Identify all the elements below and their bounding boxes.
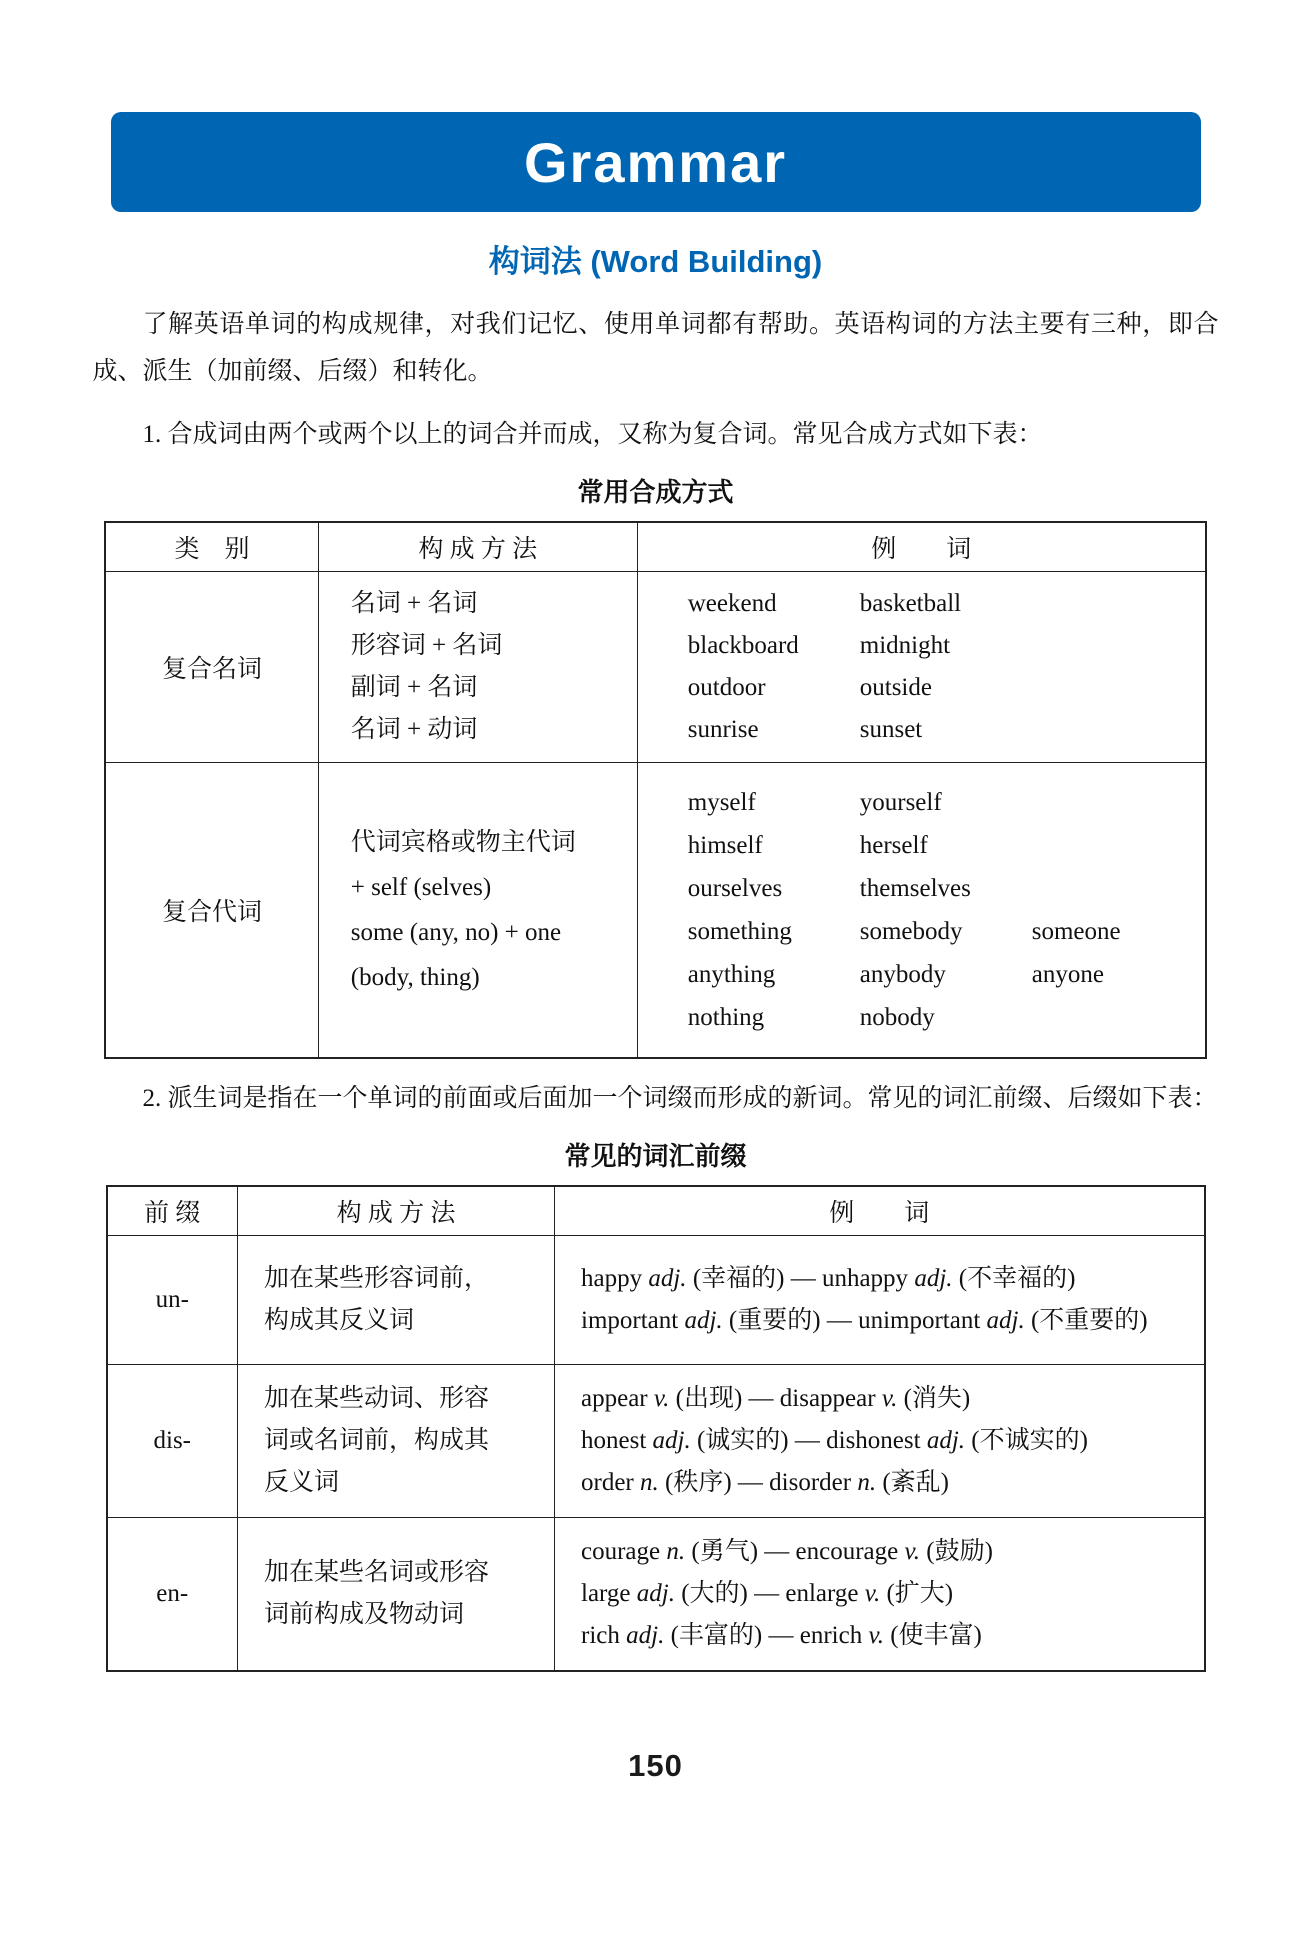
table1-header-category: 类 别 bbox=[105, 522, 318, 572]
method-line: 代词宾格或物主代词 bbox=[350, 829, 576, 856]
example-line bbox=[581, 1531, 1203, 1573]
part-of-speech-label: adj. bbox=[986, 1307, 1025, 1334]
part-of-speech-label: v. bbox=[881, 1385, 898, 1412]
example-text: order bbox=[581, 1469, 640, 1496]
table1-caption: 常用合成方式 bbox=[577, 477, 734, 507]
page-number: 150 bbox=[628, 1748, 683, 1783]
example-word: sunrise bbox=[687, 716, 759, 743]
intro-paragraph: 了解英语单词的构成规律，对我们记忆、使用单词都有帮助。英语构词的方法主要有三种，即合成、派生（加前缀、后缀）和转化。 bbox=[92, 311, 1219, 385]
part-of-speech-label: adj. bbox=[648, 1265, 687, 1292]
example-text: (不幸福的) bbox=[952, 1265, 1076, 1292]
example-text: (诚实的) — dishonest bbox=[690, 1427, 927, 1454]
part-of-speech-label: adj. bbox=[636, 1580, 675, 1607]
derivative-intro-paragraph: 2. 派生词是指在一个单词的前面或后面加一个词缀而形成的新词。常见的词汇前缀、后缀如下表： bbox=[142, 1085, 1218, 1112]
method-line: 词前构成及物动词 bbox=[264, 1601, 465, 1628]
example-text: (消失) bbox=[897, 1385, 971, 1412]
example-word: blackboard bbox=[687, 632, 799, 659]
example-word: yourself bbox=[859, 789, 942, 816]
example-text: (勇气) — encourage bbox=[685, 1538, 905, 1565]
method-line: 加在某些动词、形容 bbox=[264, 1385, 490, 1412]
part-of-speech-label: adj. bbox=[626, 1622, 665, 1649]
example-line bbox=[581, 1300, 1203, 1342]
method-line: 加在某些形容词前， bbox=[264, 1265, 490, 1292]
example-text: (幸福的) — unhappy bbox=[686, 1265, 915, 1292]
example-text: happy bbox=[581, 1265, 649, 1292]
part-of-speech-label: v. bbox=[868, 1622, 884, 1649]
table-row bbox=[107, 1518, 1205, 1672]
example-line bbox=[688, 583, 1204, 625]
example-text: (大的) — enlarge bbox=[674, 1580, 865, 1607]
example-line bbox=[581, 1378, 1203, 1420]
example-word: herself bbox=[859, 832, 928, 859]
method-line: 副词 + 名词 bbox=[350, 674, 478, 701]
table2-header-method: 构 成 方 法 bbox=[238, 1186, 555, 1236]
table2-caption: 常见的词汇前缀 bbox=[564, 1141, 747, 1171]
example-text: courage bbox=[581, 1538, 667, 1565]
part-of-speech-label: v. bbox=[864, 1580, 881, 1607]
example-text: honest bbox=[581, 1427, 653, 1454]
method-line: 词或名词前，构成其 bbox=[264, 1427, 490, 1454]
example-text: (鼓励) bbox=[920, 1538, 993, 1565]
example-text: appear bbox=[581, 1385, 654, 1412]
example-word: nothing bbox=[687, 1004, 765, 1031]
part-of-speech-label: adj. bbox=[914, 1265, 953, 1292]
example-word: themselves bbox=[859, 875, 971, 902]
method-cell bbox=[238, 1365, 555, 1518]
example-line bbox=[688, 953, 1204, 996]
example-text: (使丰富) bbox=[883, 1622, 982, 1649]
example-word: outside bbox=[859, 674, 932, 701]
examples-cell bbox=[555, 1236, 1205, 1365]
example-word: someone bbox=[1031, 918, 1121, 945]
table-row bbox=[107, 1236, 1205, 1365]
example-word: outdoor bbox=[687, 674, 766, 701]
example-line bbox=[581, 1462, 1203, 1504]
example-word: basketball bbox=[859, 590, 962, 617]
example-word: nobody bbox=[859, 1004, 935, 1031]
part-of-speech-label: n. bbox=[666, 1538, 686, 1565]
example-word: midnight bbox=[859, 632, 951, 659]
prefix-cell: un- bbox=[107, 1236, 238, 1365]
example-word: myself bbox=[687, 789, 756, 816]
example-text: (秩序) — disorder bbox=[658, 1469, 858, 1496]
table-header-row bbox=[107, 1186, 1205, 1236]
chapter-title: Grammar bbox=[523, 130, 788, 194]
chapter-banner bbox=[111, 112, 1201, 212]
example-line bbox=[581, 1573, 1203, 1615]
method-line: + self (selves) bbox=[350, 874, 492, 901]
category-cell: 复合代词 bbox=[105, 763, 318, 1059]
example-word: anyone bbox=[1031, 961, 1104, 988]
method-line: (body, thing) bbox=[350, 964, 480, 991]
example-text: (重要的) — unimportant bbox=[722, 1307, 987, 1334]
table-row bbox=[105, 572, 1206, 763]
method-line: 形容词 + 名词 bbox=[350, 632, 503, 659]
example-text: (出现) — disappear bbox=[669, 1385, 882, 1412]
example-word: somebody bbox=[859, 918, 963, 945]
part-of-speech-label: adj. bbox=[684, 1307, 723, 1334]
part-of-speech-label: v. bbox=[904, 1538, 920, 1565]
method-line: 名词 + 动词 bbox=[350, 716, 478, 743]
example-line bbox=[581, 1420, 1203, 1462]
example-line bbox=[688, 625, 1204, 667]
example-line bbox=[688, 667, 1204, 709]
part-of-speech-label: adj. bbox=[652, 1427, 691, 1454]
example-word: ourselves bbox=[687, 875, 783, 902]
table2-header-prefix: 前 缀 bbox=[107, 1186, 238, 1236]
example-word: sunset bbox=[859, 716, 923, 743]
example-line bbox=[581, 1615, 1203, 1657]
example-line bbox=[688, 781, 1204, 824]
compound-words-table bbox=[104, 521, 1207, 1059]
table-header-row bbox=[105, 522, 1206, 572]
example-line bbox=[688, 910, 1204, 953]
table-row bbox=[107, 1365, 1205, 1518]
method-line: 名词 + 名词 bbox=[350, 590, 478, 617]
method-line: 反义词 bbox=[264, 1469, 340, 1496]
example-word: anything bbox=[687, 961, 776, 988]
table-row bbox=[105, 763, 1206, 1059]
part-of-speech-label: n. bbox=[857, 1469, 877, 1496]
category-cell: 复合名词 bbox=[105, 572, 318, 763]
part-of-speech-label: n. bbox=[640, 1469, 659, 1496]
section-title: 构词法 (Word Building) bbox=[488, 244, 823, 279]
method-cell bbox=[318, 572, 637, 763]
compound-intro-paragraph: 1. 合成词由两个或两个以上的词合并而成，又称为复合词。常见合成方式如下表： bbox=[142, 421, 1043, 448]
example-text: (紊乱) bbox=[876, 1469, 949, 1496]
example-word: himself bbox=[687, 832, 763, 859]
table2-header-examples: 例 词 bbox=[555, 1186, 1205, 1236]
example-line bbox=[688, 996, 1204, 1039]
example-word: something bbox=[687, 918, 792, 945]
part-of-speech-label: adj. bbox=[926, 1427, 966, 1454]
table1-header-examples: 例 词 bbox=[637, 522, 1206, 572]
table1-header-method: 构 成 方 法 bbox=[318, 522, 637, 572]
example-line bbox=[688, 709, 1204, 751]
prefix-table bbox=[106, 1185, 1206, 1672]
example-text: (不诚实的) bbox=[965, 1427, 1088, 1454]
method-cell bbox=[318, 763, 637, 1059]
prefix-cell: en- bbox=[107, 1518, 238, 1672]
example-text: rich bbox=[581, 1622, 627, 1649]
textbook-page bbox=[0, 112, 1311, 1784]
example-text: large bbox=[581, 1580, 637, 1607]
example-line bbox=[581, 1258, 1203, 1300]
method-cell bbox=[238, 1236, 555, 1365]
example-text: (丰富的) — enrich bbox=[664, 1622, 869, 1649]
example-text: important bbox=[581, 1307, 685, 1334]
example-text: (不重要的) bbox=[1024, 1307, 1148, 1334]
example-text: (扩大) bbox=[880, 1580, 954, 1607]
method-cell bbox=[238, 1518, 555, 1672]
example-line bbox=[688, 867, 1204, 910]
examples-cell bbox=[637, 763, 1206, 1059]
example-word: anybody bbox=[859, 961, 946, 988]
example-line bbox=[688, 824, 1204, 867]
method-line: some (any, no) + one bbox=[350, 919, 562, 946]
prefix-cell: dis- bbox=[107, 1365, 238, 1518]
examples-cell bbox=[637, 572, 1206, 763]
method-line: 构成其反义词 bbox=[264, 1307, 415, 1334]
examples-cell bbox=[555, 1365, 1205, 1518]
method-line: 加在某些名词或形容 bbox=[264, 1559, 490, 1586]
examples-cell bbox=[555, 1518, 1205, 1672]
part-of-speech-label: v. bbox=[653, 1385, 670, 1412]
example-word: weekend bbox=[687, 590, 777, 617]
